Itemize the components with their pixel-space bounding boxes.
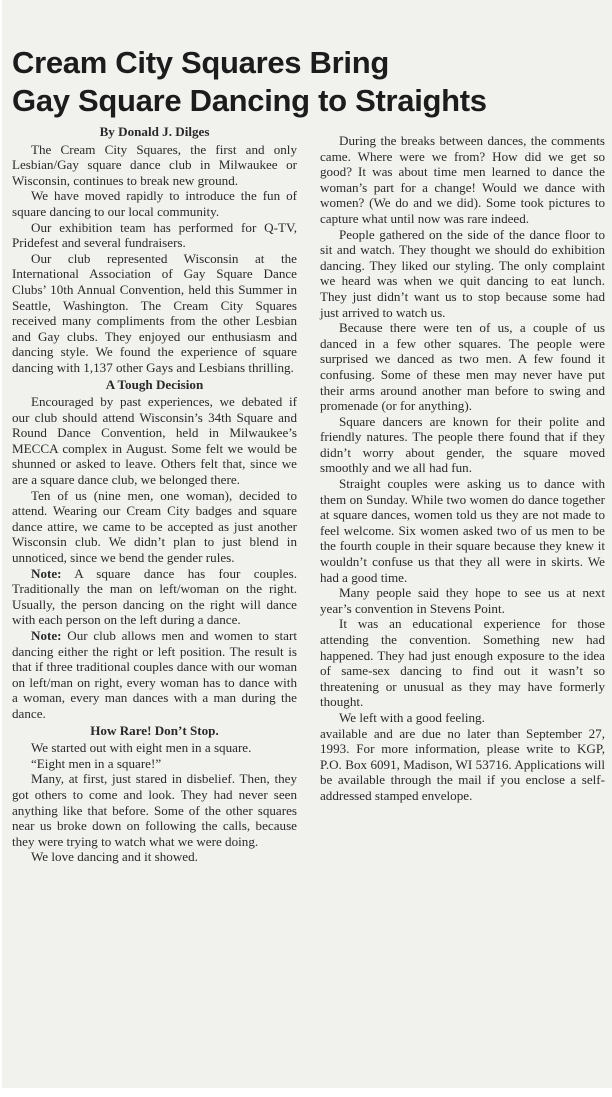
paragraph: “Eight men in a square!” [31,755,162,771]
note-paragraph [12,628,297,722]
paragraph: Square dancers are known for their polite and friendly natures. The people there found that if they didn’t worry about gender, the square moved smoothly and we all had fun. [320,413,605,476]
announcement-fragment: available and are due no later than September 27, 1993. For more information, please write to KGP, P.O. Box 6091, Madison, WI 53716. Applications will be available through the mail if you enclose a self-addressed stamped envelope. [320,725,605,803]
note-label: Note: [31,565,62,581]
clipping-edge [0,1088,612,1097]
paragraph: Because there were ten of us, a couple of us danced in a few other squares. The people were surprised we danced as two men. A few found it confusing. Some of these men may never have put their arms around another man before to swing and promenade (or for anything). [320,320,605,414]
paragraph: It was an educational experience for those attending the convention. Something new had happened. They had just enough exposure to the idea of same-sex dancing to find out it wasn’t so threatening or unusual as they may have formerly thought. [320,616,605,710]
left-column [12,124,297,865]
paragraph: We love dancing and it showed. [31,849,198,865]
paragraph: We have moved rapidly to introduce the fun of square dancing to our local community. [12,188,297,219]
subheading-tough-decision: A Tough Decision [105,376,204,392]
paragraph: People gathered on the side of the dance floor to sit and watch. They thought we should do exhibition dancing. They liked our styling. The only complaint we heard was when we quit dancing to eat lunch. They just didn’t want us to stop because some had just arrived to watch us. [320,226,605,320]
note-label: Note: [31,628,62,643]
note-text: A square dance has four couples. Traditionally the man on left/woman on the right. Usually, the person dancing on the right will dance with each person on the left during a dance. [12,565,297,628]
headline-line-2: Gay Square Dancing to Straights [12,83,487,118]
paragraph: Encouraged by past experiences, we debated if our club should attend Wisconsin’s 34th Square and Round Dance Convention, held in Milwaukee’s MECCA complex in August. Some felt we would be shunned or asked to leave. Others felt that, since we are a square dance club, we belonged there. [12,394,297,488]
headline-line-1: Cream City Squares Bring [12,45,389,80]
article-headline [12,44,487,120]
paragraph: We left with a good feeling. [339,709,485,725]
paragraph: During the breaks between dances, the comments came. Where were we from? How did we get so good? It was about time men learned to dance the woman’s part for a change! Would we dance with women? (We do and we did). Some took pictures to capture what until now was rare indeed. [320,133,605,226]
right-column [320,133,605,804]
paragraph: The Cream City Squares, the first and only Lesbian/Gay square dance club in Milwaukee or Wisconsin, continues to break new ground. [12,141,297,188]
note-text: Our club allows men and women to start dancing either the right or left position. The result is that if three traditional couples dance with our woman on left/man on right, every woman has to dance with a woman, every man dances with a man during the dance. [12,628,297,721]
note-paragraph [12,566,297,628]
paragraph: Straight couples were asking us to dance with them on Sunday. While two women do dance together at square dances, women told us they are not made to feel welcome. Six women asked two of us men to be the fourth couple in their square because they knew it wouldn’t confuse us that they all were in skirts. We had a good time. [320,476,605,585]
subheading-how-rare: How Rare! Don’t Stop. [90,722,219,738]
paragraph: Many people said they hope to see us at next year’s convention in Stevens Point. [320,585,605,616]
paragraph: Our club represented Wisconsin at the International Association of Gay Square Dance Clubs’ 10th Annual Convention, held this Summer in Seattle, Washington. The Cream City Squares received many compliments from the other Lesbian and Gay clubs. They enjoyed our enthusiasm and dancing style. We found the experience of square dancing with 1,137 other Gays and Lesbians thrilling. [12,250,297,375]
paragraph: Many, at first, just stared in disbelief. Then, they got others to come and look. They had never seen anything like that before. Some of the other squares near us broke down on following the calls, because they were trying to watch what we were doing. [12,771,297,849]
paragraph: We started out with eight men in a square. [31,740,252,756]
paragraph: Ten of us (nine men, one woman), decided to attend. Wearing our Cream City badges and square dance attire, we came to be accepted as just another Wisconsin club. We didn’t plan to just blend in unnoticed, since we bend the gender rules. [12,487,297,566]
paragraph: Our exhibition team has performed for Q-TV, Pridefest and several fundraisers. [12,219,297,251]
byline: By Donald J. Dilges [99,124,210,139]
